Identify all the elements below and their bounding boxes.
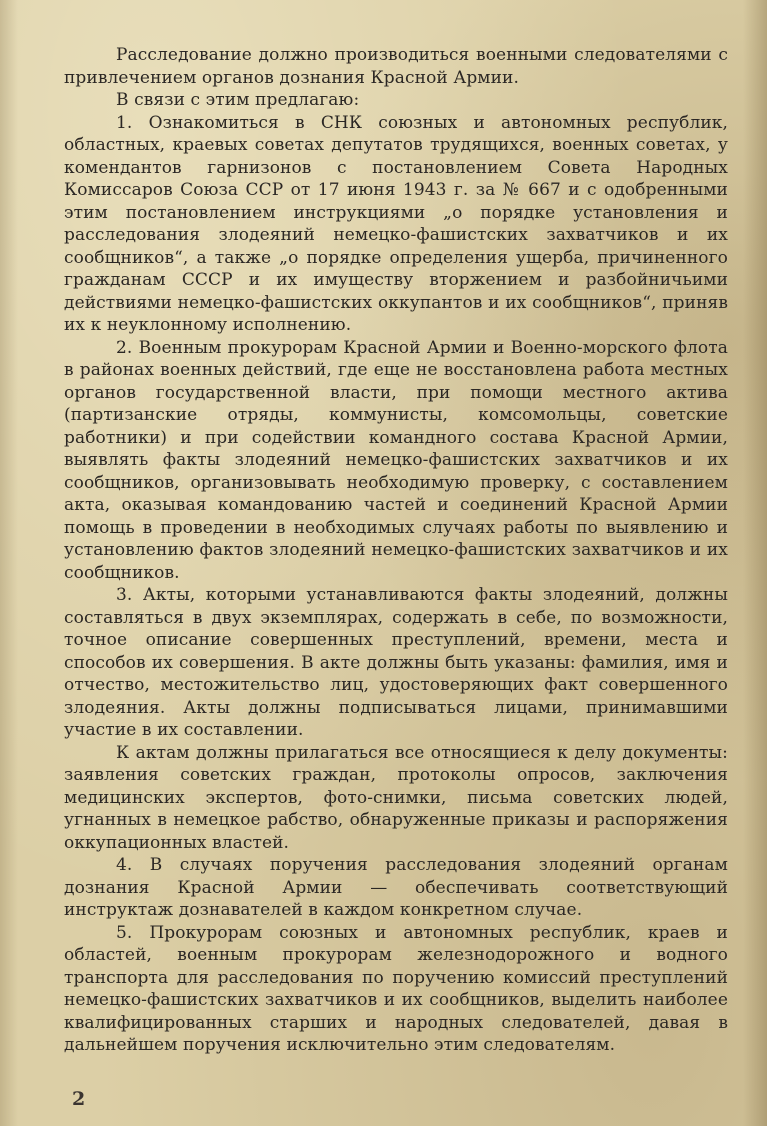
page-left-edge <box>0 0 18 1126</box>
paragraph-intro: Расследование должно производиться военными следователями с привлечением органов дознания Красной Армии. <box>64 45 728 88</box>
page-right-edge <box>743 0 767 1126</box>
paragraph-item-4: 4. В случаях поручения расследования злодеяний органам дознания Красной Армии — обеспечивать соответствующий инструктаж дознавателей в каждом конкретном случае. <box>64 855 728 920</box>
paragraph-item-3-attachments: К актам должны прилагаться все относящиеся к делу документы: заявления советских граждан, протоколы опросов, заключения медицинских экспертов, фото-снимки, письма советских людей, угнанных в немецкое рабство, обнаруженные приказы и распоряжения оккупационных властей. <box>64 742 728 853</box>
paragraph-item-2: 2. Военным прокурорам Красной Армии и Военно-морского флота в районах военных действий, где еще не восстановлена работа местных органов государственной власти, при помощи местного актива (партизанские отряды, коммунисты, комсомольцы, советские работники) и при содействии командного состава Красной Армии, выявлять факты злодеяний немецко-фашистских захватчиков и их сообщников, организовывать необходимую проверку, с составлением акта, оказывая командованию частей и соединений Красной Армии помощь в проведении в необходимых случаях работы по выявлению и установлению фактов злодеяний немецко-фашистских захватчиков и их сообщников. <box>64 337 728 583</box>
paragraph-item-1: 1. Ознакомиться в СНК союзных и автономных республик, областных, краевых советах депутатов трудящихся, военных советах, у комендантов гарнизонов с постановлением Совета Народных Комиссаров Союза ССР от 17 июня 1943 г. за № 667 и с одобренными этим постановлением инструкциями „о порядке установления и расследования злодеяний немецко-фашистских захватчиков и их сообщников“, а также „о порядке определения ущерба, причиненного гражданам СССР и их имуществу вторжением и разбойничьими действиями немецко-фашистских оккупантов и их сообщников“, приняв их к неуклонному исполнению. <box>64 112 728 335</box>
paragraph-proposal: В связи с этим предлагаю: <box>116 90 360 110</box>
body-text <box>64 44 728 1057</box>
paragraph-item-5: 5. Прокурорам союзных и автономных республик, краев и областей, военным прокурорам железнодорожного и водного транспорта для расследования по поручению комиссий преступлений немецко-фашистских захватчиков и их сообщников, выделить наиболее квалифицированных старших и народных следователей, давая в дальнейшем поручения исключительно этим следователям. <box>64 922 728 1055</box>
page-number: 2 <box>72 1088 86 1110</box>
paragraph-item-3: 3. Акты, которыми устанавливаются факты злодеяний, должны составляться в двух экземплярах, содержать в себе, по возможности, точное описание совершенных преступлений, времени, места и способов их совершения. В акте должны быть указаны: фамилия, имя и отчество, местожительство лиц, удостоверяющих факт совершенного злодеяния. Акты должны подписываться лицами, принимавшими участие в их составлении. <box>64 585 728 740</box>
